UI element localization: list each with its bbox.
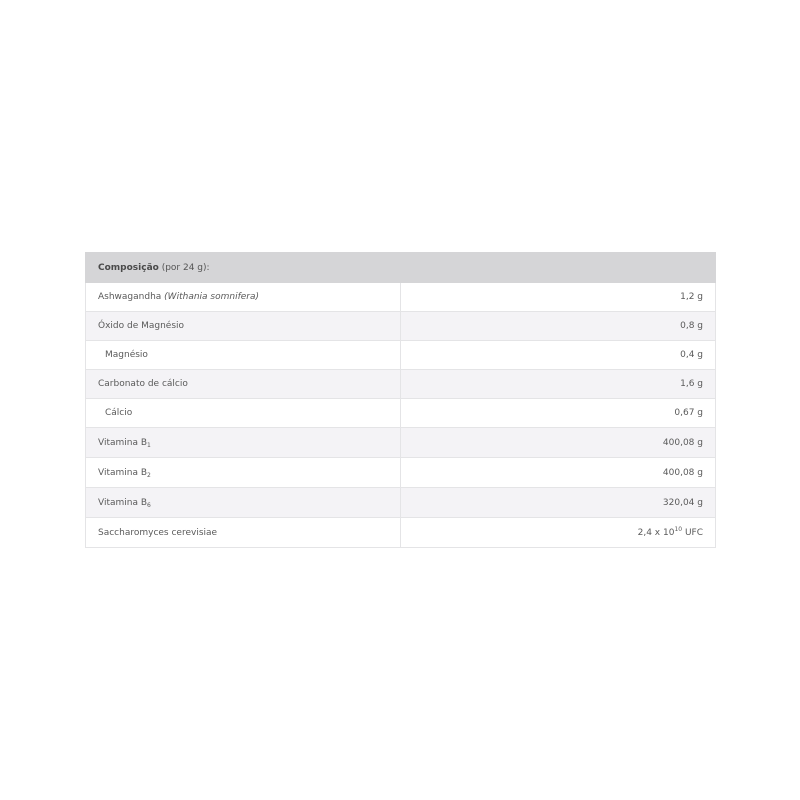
ingredient-amount bbox=[401, 518, 716, 548]
amount-base: 2,4 x 10 bbox=[637, 527, 675, 538]
ingredient-label: Vitamina B bbox=[98, 467, 148, 478]
table-row bbox=[86, 518, 716, 548]
ingredient-label: Vitamina B bbox=[98, 497, 148, 508]
ingredient-amount: 400,08 g bbox=[401, 428, 716, 458]
ingredient-label: Ashwagandha bbox=[98, 292, 162, 302]
table-row bbox=[86, 370, 716, 399]
ingredient-latin-name: (Withania somnifera) bbox=[164, 292, 260, 302]
ingredient-name: Carbonato de cálcio bbox=[86, 370, 401, 399]
table-header-subtitle: (por 24 g): bbox=[158, 262, 210, 273]
table-row bbox=[86, 399, 716, 428]
table-header-row bbox=[86, 253, 716, 283]
ingredient-name bbox=[86, 283, 401, 312]
table-row bbox=[86, 312, 716, 341]
ingredient-name: Saccharomyces cerevisiae bbox=[86, 518, 401, 548]
ingredient-amount: 0,4 g bbox=[401, 341, 716, 370]
ingredient-subscript: 1 bbox=[147, 441, 151, 449]
ingredient-name bbox=[86, 488, 401, 518]
ingredient-amount: 400,08 g bbox=[401, 458, 716, 488]
table-row bbox=[86, 458, 716, 488]
ingredient-label: Vitamina B bbox=[98, 437, 148, 448]
ingredient-name bbox=[86, 458, 401, 488]
ingredient-amount: 0,67 g bbox=[401, 399, 716, 428]
ingredient-amount: 0,8 g bbox=[401, 312, 716, 341]
amount-unit: UFC bbox=[682, 527, 703, 538]
ingredient-name: Óxido de Magnésio bbox=[86, 312, 401, 341]
ingredient-amount: 1,6 g bbox=[401, 370, 716, 399]
table-row bbox=[86, 428, 716, 458]
table-row bbox=[86, 283, 716, 312]
table-header bbox=[86, 253, 716, 283]
ingredient-amount: 1,2 g bbox=[401, 283, 716, 312]
composition-table bbox=[85, 252, 716, 548]
ingredient-name: Cálcio bbox=[86, 399, 401, 428]
ingredient-subscript: 6 bbox=[147, 501, 151, 509]
ingredient-name bbox=[86, 428, 401, 458]
table-header-title: Composição bbox=[98, 262, 159, 273]
ingredient-amount: 320,04 g bbox=[401, 488, 716, 518]
table-row bbox=[86, 488, 716, 518]
table-row bbox=[86, 341, 716, 370]
ingredient-name: Magnésio bbox=[86, 341, 401, 370]
ingredient-subscript: 2 bbox=[147, 471, 151, 479]
amount-exponent: 10 bbox=[674, 525, 683, 533]
